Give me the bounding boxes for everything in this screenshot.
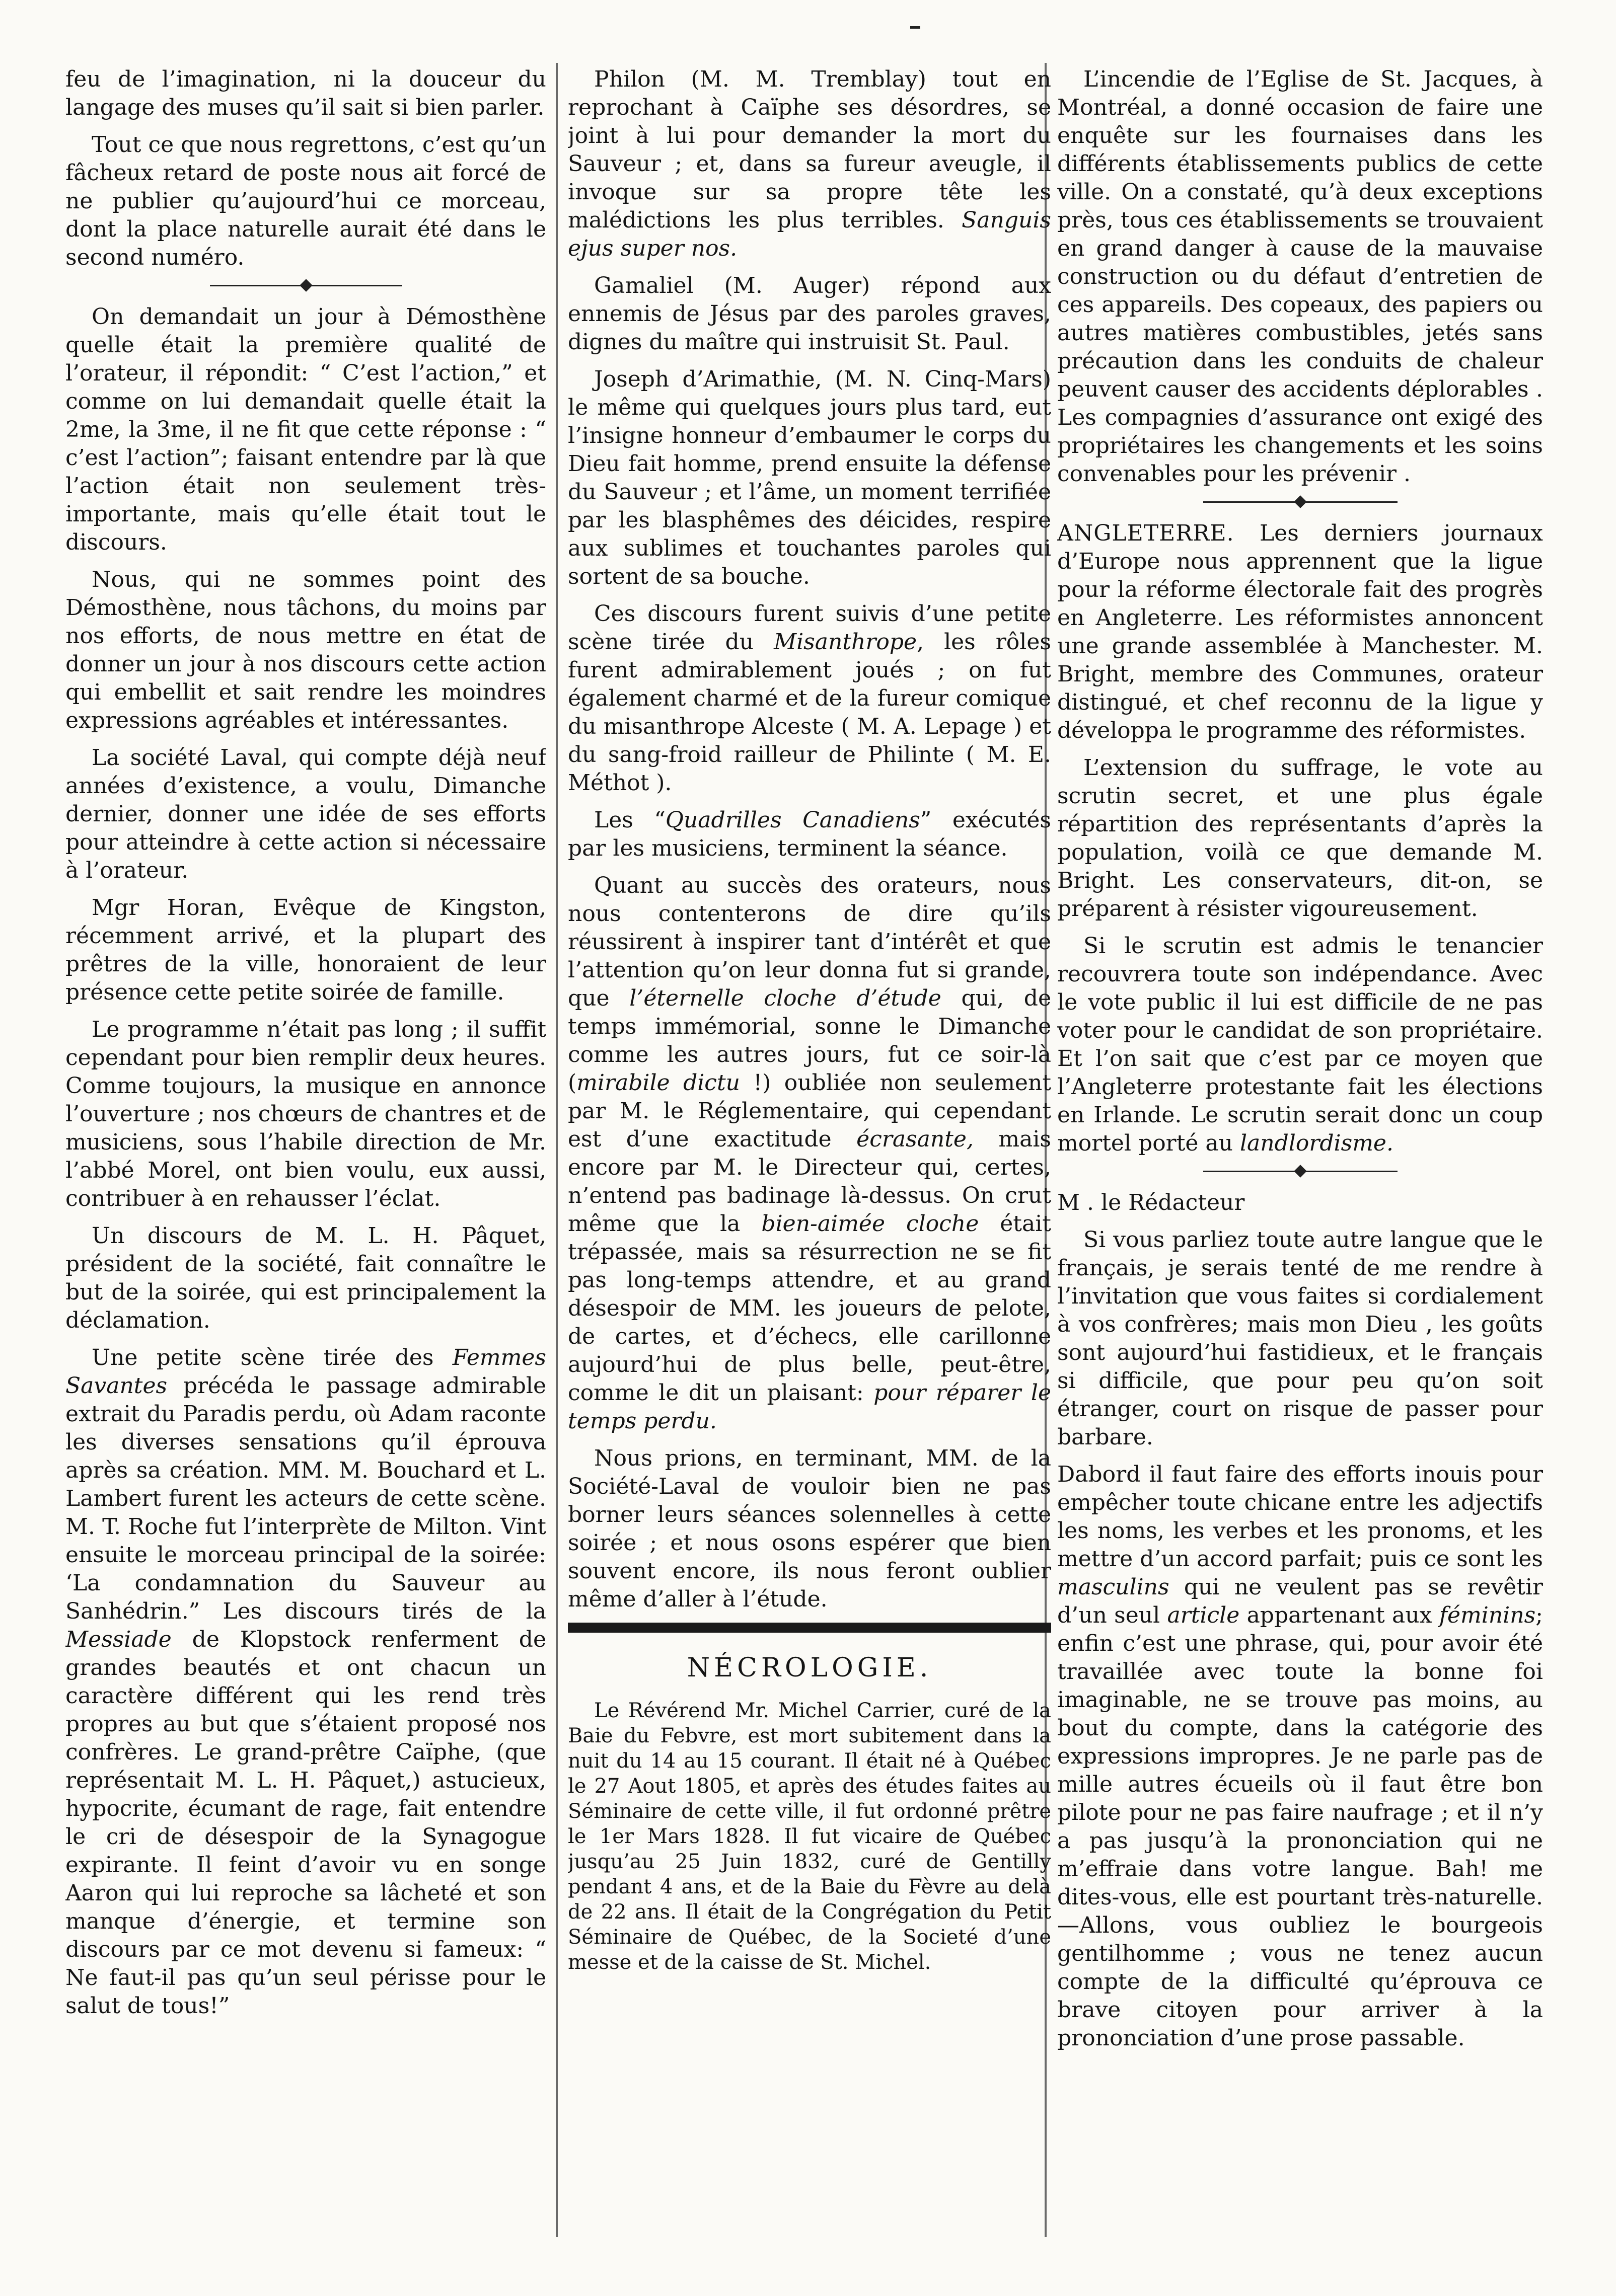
text-run: appartenant aux xyxy=(1239,1602,1439,1628)
text-run: qui, de temps immémorial, sonne le Dimanche comme les autres jours, fut ce soir-là ( xyxy=(568,985,1051,1096)
text-run: de Klopstock renferment de grandes beautés et ont chacun un caractère différent qui les rend très propres au but que s’étaient proposé nos confrères. Le grand-prêtre Caïphe, (que représentait M. L. H. Pâquet,) astucieux, hypocrite, écumant de rage, fait entendre le cri de désespoir de la Synagogue expirante. Il feint d’avoir vu en songe Aaron qui lui reproche sa lâcheté et son manque d’énergie, et termine son discours par ce mot devenu si fameux: “ Ne faut-il pas qu’un seul périsse pour le salut de tous!” xyxy=(65,1627,546,2019)
paragraph xyxy=(65,1344,546,2020)
ornamental-divider xyxy=(65,281,546,290)
text-run: Dabord il faut faire des efforts inouis pour empêcher toute chicane entre les adjectifs les noms, les verbes et les pronoms, et les mettre d’un accord parfait; puis ce sont les xyxy=(1057,1462,1543,1572)
italic-text: Sanguis ejus super nos. xyxy=(568,207,1051,261)
paragraph: L’extension du suffrage, le vote au scrutin secret, et une plus égale répartition des représentants d’après la population, voilà ce que demande M. Bright. Les conservateurs, dit-on, se préparent à résister vigoureusement. xyxy=(1057,755,1543,922)
salutation: M . le Rédacteur xyxy=(1057,1190,1245,1215)
paragraph xyxy=(568,872,1051,1435)
column-2 xyxy=(568,65,1051,2270)
section-heading: NÉCROLOGIE. xyxy=(687,1653,932,1683)
text-run: qui ne veulent pas se revêtir d’un seul xyxy=(1057,1574,1543,1628)
italic-text: bien-aimée cloche xyxy=(761,1211,979,1237)
ornamental-divider xyxy=(1057,1167,1543,1176)
paragraph: Si vous parliez toute autre langue que le français, je serais tenté de me rendre à l’invitation que vous faites si cordialement à vos confrères; mais mon Dieu , les goûts sont aujourd’hui fastidieux, et le français si difficile, que pour peu qu’on soit étranger, court on risque de passer pour barbare. xyxy=(1057,1227,1543,1450)
column-3 xyxy=(1057,65,1543,2270)
paragraph: La société Laval, qui compte déjà neuf années d’existence, a voulu, Dimanche dernier, donner une idée de ses efforts pour atteindre à cette action si nécessaire à l’orateur. xyxy=(65,745,546,883)
paragraph: On demandait un jour à Démosthène quelle était la première qualité de l’orateur, il répondit: “ C’est l’action,” et comme on lui demandait quelle était la 2me, la 3me, il ne fit que cette réponse : “ c’est l’action”; faisant entendre par là que l’action était non seulement très-importante, mais qu’elle était tout le discours. xyxy=(65,304,546,555)
paragraph xyxy=(568,65,1051,263)
paragraph xyxy=(568,806,1051,863)
text-run: !) oubliée non seulement par M. le Réglementaire, qui cependant est d’une exactitude xyxy=(568,1070,1051,1152)
paragraph xyxy=(1057,1461,1543,2052)
text-run: Une petite scène tirée des xyxy=(92,1345,453,1370)
text-run: précéda le passage admirable extrait du Paradis perdu, où Adam raconte les diverses sensations qu’il éprouva après sa création. MM. M. Bouchard et L. Lambert furent les acteurs de cette scène. M. T. Roche fut l’interprète de Milton. Vint ensuite le morceau principal de la soirée: ‘La condamnation du Sauveur au Sanhédrin.” Les discours tirés de la xyxy=(65,1373,546,1624)
italic-text: pour réparer le temps perdu. xyxy=(568,1380,1051,1434)
column-1 xyxy=(65,65,546,2270)
text-run: Si le scrutin est admis le tenancier recouvrera toute son indépendance. Avec le vote public il lui est difficile de ne pas voter pour le candidat de son propriétaire. Et l’on sait que c’est par ce moyen que l’Angleterre protestante fait les élections en Irlande. Le scrutin serait donc un coup mortel porté au xyxy=(1057,933,1543,1156)
paragraph: Tout ce que nous regrettons, c’est qu’un fâcheux retard de poste nous ait forcé de ne publier qu’aujourd’hui ce morceau, dont la place naturelle aurait été dans le second numéro. xyxy=(65,132,546,270)
italic-text: article xyxy=(1167,1602,1240,1628)
paragraph xyxy=(1057,932,1543,1158)
italic-text: écrasante, xyxy=(856,1126,974,1152)
paragraph: Nous, qui ne sommes point des Démosthène, nous tâchons, du moins par nos efforts, de nous mettre en état de donner un jour à nos discours cette action qui embellit et sait rendre les moindres expressions agréables et intéressantes. xyxy=(65,567,546,733)
text-run: Les derniers journaux d’Europe nous apprennent que la ligue pour la réforme électorale fait des progrès en Angleterre. Les réformistes annoncent une grande assemblée à Manchester. M. Bright, membre des Communes, orateur distingué, et chef reconnu de la ligue y développa le programme des réformistes. xyxy=(1057,520,1543,743)
text-run: Quant au succès des orateurs, nous nous contenterons de dire qu’ils réussirent à inspirer tant d’intérêt et que l’attention qu’on leur donna fut si grande, que xyxy=(568,873,1051,1011)
ornamental-divider xyxy=(1057,497,1543,506)
text-run: , les rôles furent admirablement joués ; on fut également charmé et de la fureur comique du misanthrope Alceste ( M. A. Lepage ) et du sang-froid railleur de Philinte ( M. E. Méthot ). xyxy=(568,629,1051,796)
paragraph: Mgr Horan, Evêque de Kingston, récemment arrivé, et la plupart des prêtres de la ville, honoraient de leur présence cette petite soirée de famille. xyxy=(65,895,546,1005)
text-run: était trépassée, mais sa résurrection ne se fit pas long-temps attendre, et au grand désespoir de MM. les joueurs de pelote, de cartes, et d’échecs, elle carillonne aujourd’hui de plus belle, peut-être, comme le dit un plaisant: xyxy=(568,1211,1051,1406)
paragraph: Le programme n’était pas long ; il suffit cependant pour bien remplir deux heures. Comme toujours, la musique en annonce l’ouverture ; nos chœurs de chantres et de musiciens, sous l’habile direction de Mr. l’abbé Morel, ont bien voulu, eux aussi, contribuer à en rehausser l’éclat. xyxy=(65,1017,546,1211)
paragraph: Nous prions, en terminant, MM. de la Société-Laval de vouloir bien ne pas borner leurs séances solennelles à cette soirée ; et nous osons espérer que bien souvent encore, ils nous feront oublier même d’aller à l’étude. xyxy=(568,1445,1051,1612)
text-run: Ces discours furent suivis d’une petite scène tirée du xyxy=(568,601,1051,655)
section-bar xyxy=(568,1623,1051,1633)
italic-text: mirabile dictu xyxy=(576,1070,740,1096)
paragraph: Un discours de M. L. H. Pâquet, président de la société, fait connaître le but de la soirée, qui est principalement la déclamation. xyxy=(65,1223,546,1333)
paragraph: Joseph d’Arimathie, (M. N. Cinq-Mars) le même qui quelques jours plus tard, eut l’insigne honneur d’embaumer le corps du Dieu fait homme, prend ensuite la défense du Sauveur ; et l’âme, un moment terrifiée par les blasphêmes des déicides, respire aux sublimes et touchantes paroles qui sortent de sa bouche. xyxy=(568,366,1051,589)
necrology-section xyxy=(568,1653,1051,1975)
italic-text: Femmes Savantes xyxy=(65,1345,546,1399)
italic-text: masculins xyxy=(1057,1574,1169,1600)
italic-text: l’éternelle cloche d’étude xyxy=(629,985,941,1011)
paragraph: Gamaliel (M. Auger) répond aux ennemis de Jésus par des paroles graves, dignes du maître qui instruisit St. Paul. xyxy=(568,273,1051,355)
italic-text: Misanthrope xyxy=(774,629,917,655)
italic-text: Messiade xyxy=(65,1627,172,1652)
text-run: ; enfin c’est une phrase, qui, pour avoir été travaillée avec toute la bonne foi imaginable, ne se trouve pas moins, au bout du compte, dans la catégorie des expressions impropres. Je ne parle pas de mille autres écueils où il faut être bon pilote pour ne pas faire naufrage ; et il n’y a pas jusqu’à la prononciation qui ne m’effraie dans votre langue. Bah! me dites-vous, elle est pourtant très-naturelle. —Allons, vous oubliez le bourgeois gentilhomme ; vous ne tenez aucun compte de la difficulté qu’éprouva ce brave citoyen pour arriver à la prononciation d’une prose passable. xyxy=(1057,1602,1543,2051)
paragraph xyxy=(568,600,1051,797)
paragraph: feu de l’imagination, ni la douceur du langage des muses qu’il sait si bien parler. xyxy=(65,66,546,120)
text-run: mais encore par M. le Directeur qui, certes, n’entend pas badinage là-dessus. On crut même que la xyxy=(568,1126,1051,1237)
italic-text: Quadrilles Canadiens xyxy=(665,807,920,833)
text-run: Philon (M. M. Tremblay) tout en reprochant à Caïphe ses désordres, se joint à lui pour demander la mort du Sauveur ; et, dans sa fureur aveugle, il invoque sur sa propre tête les malédictions les plus terribles. xyxy=(568,66,1051,233)
paragraph: L’incendie de l’Eglise de St. Jacques, à Montréal, a donné occasion de faire une enquête sur les fournaises dans les différents établissements publics de cette ville. On a constaté, qu’à deux exceptions près, tous ces établissements se trouvaient en grand danger à cause de la mauvaise construction ou du défaut d’entretien de ces appareils. Des copeaux, des papiers ou autres matières combustibles, jetés sans précaution dans les conduits de chaleur peuvent causer des accidents déplorables . Les compagnies d’assurance ont exigé des propriétaires les changements et les soins convenables pour les prévenir . xyxy=(1057,66,1543,487)
paragraph xyxy=(1057,519,1543,745)
dateline-label: ANGLETERRE. xyxy=(1057,520,1234,546)
column-rule-1 xyxy=(556,63,558,2237)
italic-text: landlordisme. xyxy=(1239,1130,1393,1156)
text-run: ” exécutés par les musiciens, terminent la séance. xyxy=(568,807,1051,861)
italic-text: féminins xyxy=(1439,1602,1536,1628)
page-mark xyxy=(910,26,920,29)
paragraph: Le Révérend Mr. Michel Carrier, curé de la Baie du Febvre, est mort subitement dans la nuit du 14 au 15 courant. Il était né à Québec le 27 Aout 1805, et après des études faites au Séminaire de cette ville, il fut ordonné prêtre le 1er Mars 1828. Il fut vicaire de Québec jusqu’au 25 Juin 1832, curé de Gentilly pendant 4 ans, et de la Baie du Fèvre au delà de 22 ans. Il était de la Congrégation du Petit Séminaire de Québec, de la Societé d’une messe et de la caisse de St. Michel. xyxy=(568,1699,1051,1974)
text-run: Les “ xyxy=(594,807,666,833)
